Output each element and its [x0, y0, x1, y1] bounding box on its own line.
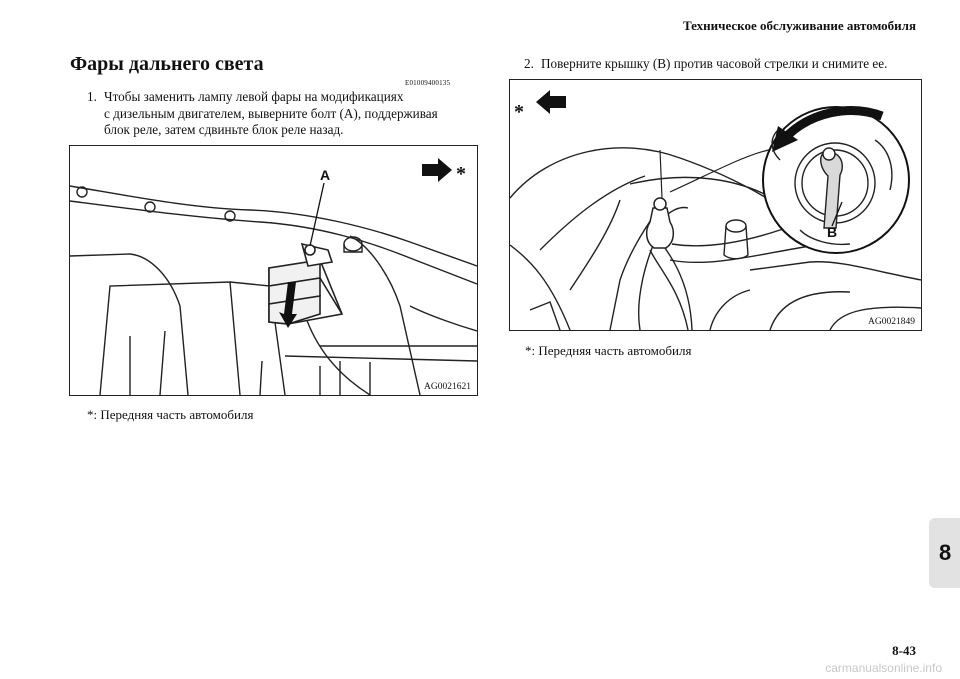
- step-line: с дизельным двигателем, выверните болт (A), поддерживая: [104, 105, 438, 121]
- front-arrow-icon: [536, 90, 566, 114]
- step-2: [524, 56, 944, 76]
- figure-code: AG0021621: [424, 382, 471, 392]
- front-arrow-icon: [422, 158, 452, 182]
- front-asterisk: *: [456, 163, 466, 185]
- part-label-a: A: [320, 167, 331, 183]
- chapter-number: 8: [939, 540, 952, 565]
- step-line: Поверните крышку (B) против часовой стрелки и снимите ее.: [541, 56, 888, 71]
- step-line: Чтобы заменить лампу левой фары на модификациях: [104, 89, 404, 104]
- step-number: 2.: [524, 56, 534, 71]
- document-code: E01009400135: [405, 79, 451, 87]
- figure-caption: *: Передняя часть автомобиля: [87, 407, 254, 422]
- step-number: 1.: [87, 89, 97, 104]
- chapter-tab: [929, 518, 960, 588]
- figure-relay-block: [69, 145, 478, 396]
- page-number: 8-43: [892, 643, 916, 658]
- figure-code: AG0021849: [868, 317, 915, 327]
- figure-headlamp-cover: [509, 79, 922, 331]
- front-asterisk: *: [514, 101, 524, 123]
- part-label-b: B: [827, 224, 838, 240]
- relay-block-illustration: [70, 146, 477, 395]
- page-title: Фары дальнего света: [70, 53, 264, 75]
- step-line: блок реле, затем сдвиньте блок реле назад.: [104, 122, 344, 137]
- step-1: [87, 89, 487, 141]
- watermark: carmanualsonline.info: [825, 661, 942, 675]
- section-header: Техническое обслуживание автомобиля: [682, 18, 916, 33]
- headlamp-cover-illustration: [510, 80, 921, 330]
- figure-caption: *: Передняя часть автомобиля: [525, 343, 692, 358]
